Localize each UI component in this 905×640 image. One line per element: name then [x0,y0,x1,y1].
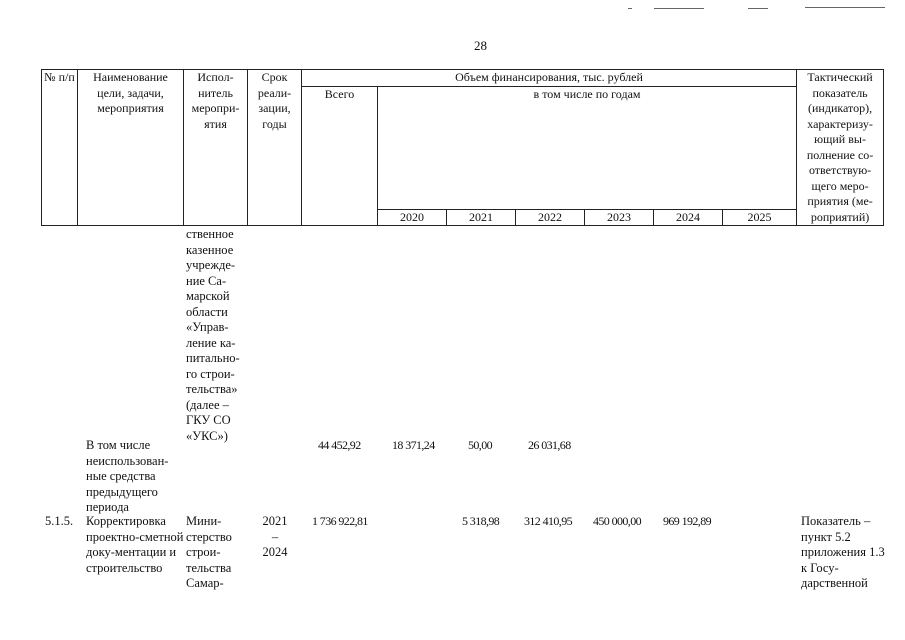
row3-2022: 312 410,95 [524,514,573,528]
header-total: Всего [302,86,378,226]
row2-2020: 18 371,24 [392,438,435,452]
header-term: Срок реали-зации, годы [248,70,302,226]
row3-indicator: Показатель – пункт 5.2 приложения 1.3 к Госу-дарственной [801,514,885,590]
scan-mark [805,7,885,8]
header-year-2022: 2022 [516,209,585,226]
row3-no: 5.1.5. [45,514,74,528]
row2-2022: 26 031,68 [528,438,571,452]
header-year-2023: 2023 [585,209,654,226]
row3-2024: 969 192,89 [663,514,712,528]
page-number: 28 [474,38,487,53]
header-year-2021: 2021 [447,209,516,226]
row3-2023: 450 000,00 [593,514,642,528]
scan-mark [654,8,704,9]
row2-2021: 50,00 [468,438,493,452]
header-indicator: Тактический показатель (индикатор), характеризу-ющий вы-полнение со-ответствую-щего меро-приятия (ме-роприятий) [797,70,884,226]
row3-term: 2021 – 2024 [262,514,288,559]
header-year-2024: 2024 [654,209,723,226]
header-funding: Объем финансирования, тыс. рублей [302,70,797,87]
row2-name: В том числе неиспользован-ные средства предыдущего периода [86,438,169,514]
row3-executor: Мини-стерство строи-тельства Самар- [186,514,232,590]
header-year-2020: 2020 [378,209,447,226]
header-year-2025: 2025 [723,209,797,226]
header-no: № п/п [42,70,78,226]
row3-name: Корректировка проектно-сметной доку-ментации и строительство [86,514,184,575]
row3-2021: 5 318,98 [462,514,500,528]
row2-total: 44 452,92 [318,438,361,452]
header-executor: Испол-нитель меропри-ятия [184,70,248,226]
row3-total: 1 736 922,81 [312,514,368,528]
scan-mark [628,8,632,9]
header-by-year: в том числе по годам [378,86,797,209]
row1-executor: ственное казенное учрежде-ние Са-марской области «Управ-ление ка-питально-го строи-тельства» (далее – ГКУ СО «УКС») [186,227,240,443]
scan-mark [748,8,768,9]
header-name: Наименование цели, задачи, мероприятия [78,70,184,226]
